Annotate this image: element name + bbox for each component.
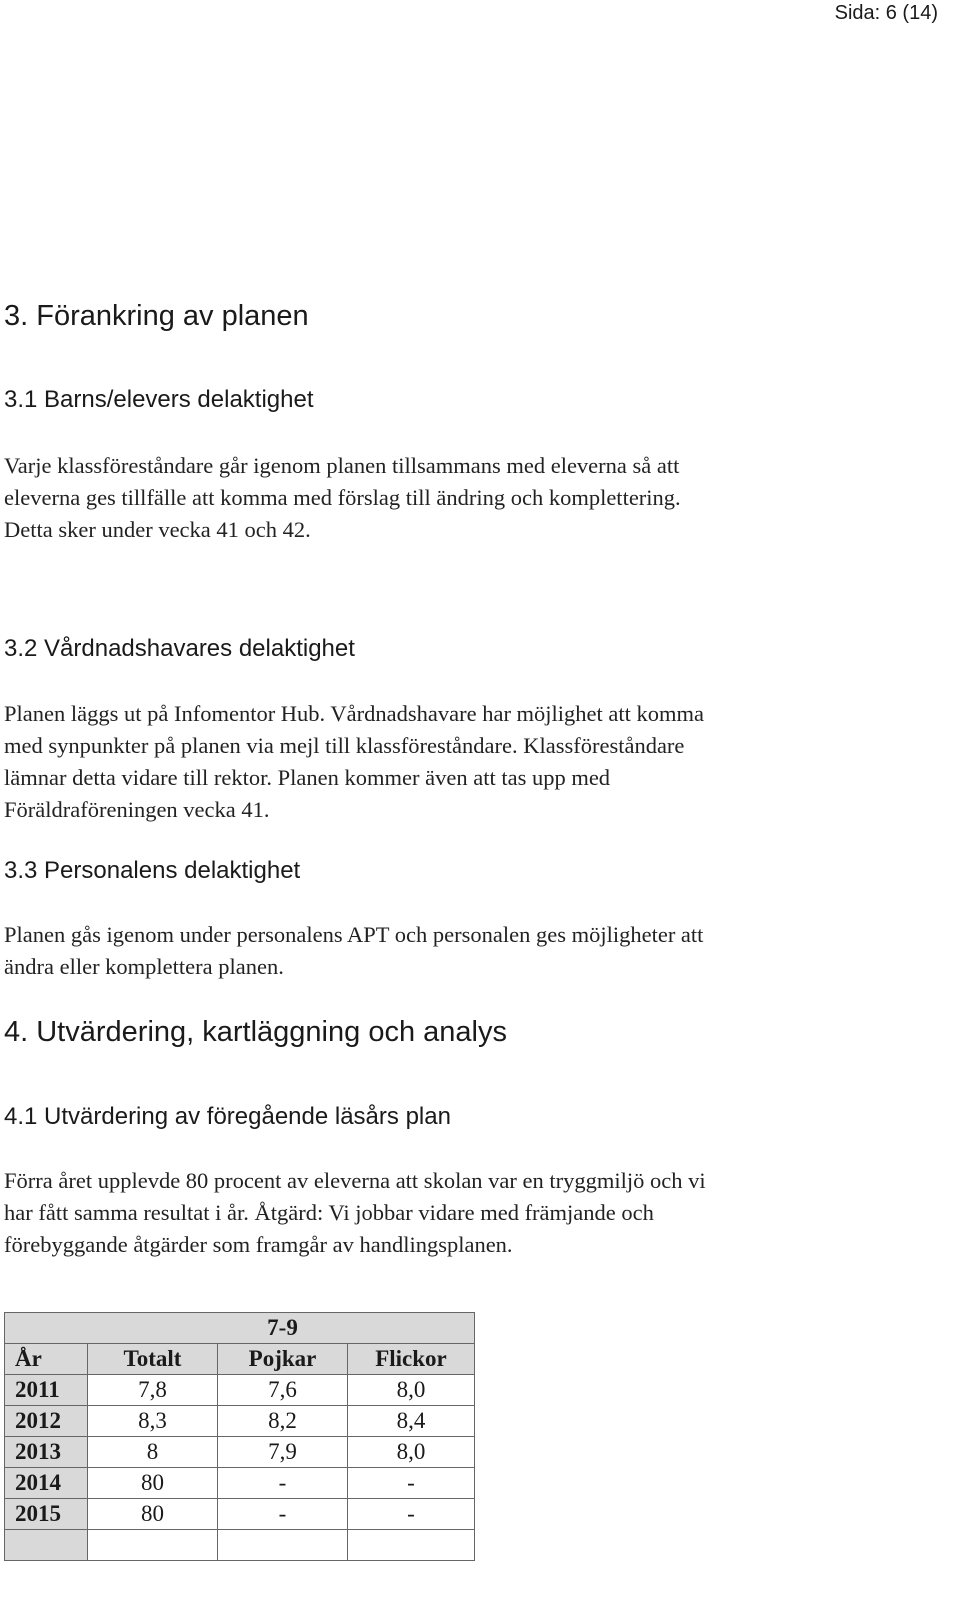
section-3-3-paragraph	[4, 919, 904, 983]
table-cell: 7,6	[218, 1375, 348, 1406]
table-cell: 8,2	[218, 1406, 348, 1437]
column-header-total: Totalt	[88, 1344, 218, 1375]
paragraph-line: Planen gås igenom under personalens APT och personalen ges möjligheter att	[4, 922, 704, 947]
table-cell-year: 2013	[5, 1437, 88, 1468]
table-cell-year	[5, 1530, 88, 1561]
table-row	[5, 1375, 475, 1406]
table-cell: 8	[88, 1437, 218, 1468]
section-3-2-heading: 3.2 Vårdnadshavares delaktighet	[4, 635, 355, 662]
paragraph-line: Varje klassföreståndare går igenom planen tillsammans med eleverna så att	[4, 453, 680, 478]
paragraph-line: Förra året upplevde 80 procent av eleverna att skolan var en tryggmiljö och vi	[4, 1168, 706, 1193]
section-3-heading: 3. Förankring av planen	[4, 300, 309, 332]
table-cell-year: 2012	[5, 1406, 88, 1437]
table-cell-year: 2015	[5, 1499, 88, 1530]
table-cell-year: 2011	[5, 1375, 88, 1406]
table-header-row	[5, 1344, 475, 1375]
table-row	[5, 1530, 475, 1561]
paragraph-line: förebyggande åtgärder som framgår av handlingsplanen.	[4, 1232, 513, 1257]
section-3-1-heading: 3.1 Barns/elevers delaktighet	[4, 386, 314, 413]
table-cell: -	[348, 1468, 475, 1499]
paragraph-line: Detta sker under vecka 41 och 42.	[4, 517, 311, 542]
table-cell: 7,9	[218, 1437, 348, 1468]
table-cell-year: 2014	[5, 1468, 88, 1499]
section-4-heading: 4. Utvärdering, kartläggning och analys	[4, 1016, 507, 1048]
table-cell: -	[348, 1499, 475, 1530]
paragraph-line: ändra eller komplettera planen.	[4, 954, 284, 979]
paragraph-line: eleverna ges tillfälle att komma med förslag till ändring och komplettering.	[4, 485, 681, 510]
paragraph-line: Planen läggs ut på Infomentor Hub. Vårdnadshavare har möjlighet att komma	[4, 701, 705, 726]
paragraph-line: har fått samma resultat i år. Åtgärd: Vi jobbar vidare med främjande och	[4, 1200, 654, 1225]
table-cell	[348, 1530, 475, 1561]
table-cell: 8,0	[348, 1375, 475, 1406]
paragraph-line: med synpunkter på planen via mejl till klassföreståndare. Klassföreståndare	[4, 733, 685, 758]
table-cell: 7,8	[88, 1375, 218, 1406]
table-cell: 80	[88, 1499, 218, 1530]
section-3-2-paragraph	[4, 698, 904, 826]
column-header-girls: Flickor	[348, 1344, 475, 1375]
table-row	[5, 1437, 475, 1468]
table-row	[5, 1468, 475, 1499]
table-cell: 8,4	[348, 1406, 475, 1437]
table-row	[5, 1406, 475, 1437]
section-3-3-heading: 3.3 Personalens delaktighet	[4, 857, 301, 884]
table-cell	[218, 1530, 348, 1561]
table-row	[5, 1499, 475, 1530]
section-4-1-paragraph	[4, 1165, 904, 1261]
paragraph-line: Föräldraföreningen vecka 41.	[4, 797, 270, 822]
table-group-header-row	[5, 1313, 475, 1344]
section-4-1-heading: 4.1 Utvärdering av föregående läsårs plan	[4, 1103, 451, 1130]
results-table	[4, 1312, 475, 1561]
table-group-header: 7-9	[218, 1313, 348, 1344]
table-cell: -	[218, 1499, 348, 1530]
column-header-boys: Pojkar	[218, 1344, 348, 1375]
table-cell: 8,0	[348, 1437, 475, 1468]
table-cell: -	[218, 1468, 348, 1499]
page-number: Sida: 6 (14)	[834, 2, 938, 24]
table-cell	[88, 1530, 218, 1561]
table-cell: 80	[88, 1468, 218, 1499]
column-header-year: År	[5, 1344, 88, 1375]
paragraph-line: lämnar detta vidare till rektor. Planen kommer även att tas upp med	[4, 765, 611, 790]
section-3-1-paragraph	[4, 450, 904, 546]
table-cell: 8,3	[88, 1406, 218, 1437]
